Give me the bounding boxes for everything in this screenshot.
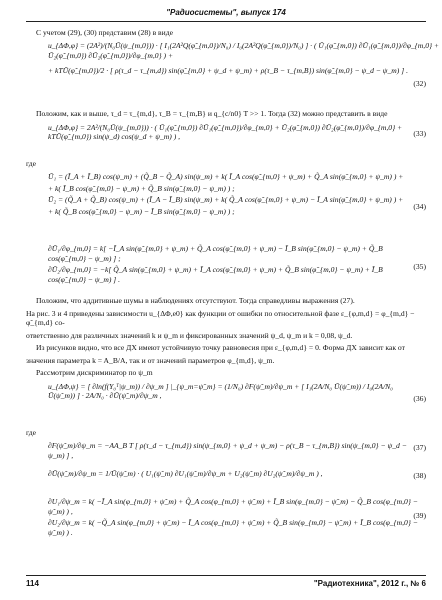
paragraph-figures-cont: ответственно для различных значений k и ψ_m и фиксированных значений ψ_d, ψ_m и k = 0,08, ψ_d.: [26, 330, 353, 340]
equation-32-line-2: + kTŪ(φ̃_{m,0})/2 · [ ρ(τ_d − τ_{m,d}) sin(φ̃_{m,0} + ψ_d + ψ_m) + ρ(τ_B − τ_{m,B}) sin(φ̃_{m,0} − ψ_d − ψ_m) ] .: [48, 66, 408, 76]
equation-39-line-2: ∂U₂/∂ψ_m = k( −Q̃_A sin(φ_{m,0} + ψ̃_m) − Ĩ_A cos(φ_{m,0} + ψ̃_m) + Q̃_B sin(φ_{m,0} − ψ̃_m) + Ĩ_B cos(φ_{m,0} − ψ̃_m) ) .: [48, 518, 418, 537]
equation-34-line-3: Ū₂ = (Q̃_A + Q̃_B) cos(ψ_m) + (Ĩ_A − Ĩ_B) sin(ψ_m) + k( Q̃_A cos(φ̃_{m,0} + ψ_m) − Ĩ_A sin(φ̃_{m,0} + ψ_m) ) +: [48, 195, 404, 205]
where-label-1: где: [26, 158, 36, 168]
footer-rule: [26, 575, 426, 576]
equation-39: [48, 497, 426, 541]
journal-issue: "Радиотехника", 2012 г., № 6: [313, 579, 426, 588]
equation-38-line: ∂Ū(ψ̃_m)/∂ψ_m = 1/Ū(ψ̃_m) · ( U₁(ψ̃_m) ∂U₁(ψ̃_m)/∂ψ_m + U₂(ψ̃_m) ∂U₂(ψ̃_m)/∂ψ_m ) ,: [48, 469, 323, 479]
equation-33: [48, 123, 426, 153]
equation-37-number: (37): [413, 443, 426, 453]
equation-32-number: (32): [413, 79, 426, 89]
equation-37-line: ∂F(ψ̃_m)/∂ψ_m = −AA_B T [ ρ(τ_d − τ_{m,d}) sin(ψ_{m,0} + ψ_d + ψ_m) − ρ(τ_B − τ_{m,B}) sin(ψ_{m,0} − ψ_d − ψ_m) ] ,: [48, 441, 407, 460]
equation-34-line-2: + k( Ĩ_B cos(φ̃_{m,0} − ψ_m) + Q̃_B sin(φ̃_{m,0} − ψ_m) ) ;: [48, 183, 235, 193]
equation-35-line-1: ∂Ū₁/∂φ_{m,0} = k[ −Ĩ_A sin(φ̃_{m,0} + ψ_m) + Q̃_A cos(φ̃_{m,0} + ψ_m) − Ĩ_B sin(φ̃_{m,0} − ψ_m) + Q̃_B cos(φ̃_{m,0} − ψ_m) ] ;: [48, 244, 383, 263]
equation-33-line: u_{ΔΦ,φ} = 2A²/(N₀Ū(ψ_{m,0})) · ( Ū₁(φ̃_{m,0}) ∂Ū₁(φ̃_{m,0})/∂φ_{m,0} + Ū₂(φ̃_{m,0}) ∂Ū₂(φ̃_{m,0})/∂φ_{m,0} + kTŪ(φ̃_{m,0}) sin(ψ_d) cos(ψ_d + ψ_m) ) ,: [48, 122, 403, 142]
paragraph-assumption: Положим, как и выше, τ_d = τ_{m,d}, τ_B = τ_{m,B} и q_{c/n0} T >> 1. Тогда (32) можно представить в виде: [36, 109, 388, 119]
page-footer: [26, 579, 426, 589]
header-rule: [26, 21, 426, 22]
equation-36: [48, 382, 426, 422]
page-number: 114: [26, 579, 39, 588]
paragraph-figures: На рис. 3 и 4 приведены зависимости u_{ΔΦ,e0} как функции от ошибки по относительной фазе ε_{φ,m,d} = φ_{m,d} − φ̃_{m,d} со-: [26, 308, 415, 328]
equation-36-line: u_{ΔΦ,ψ} = [ ∂ln(f(Y₀ᵀ|ψ_m)) / ∂ψ_m ] |_{ψ_m=ψ̃_m} = (1/N₀) ∂F(ψ̃_m)/∂ψ_m + [ I₁(2A/N₀ Ū(ψ̃_m)) / I₀(2A/N₀ Ū(ψ̃_m)) ] · 2A/N₀ · ∂Ū(ψ̃_m)/∂ψ_m ,: [48, 381, 393, 401]
equation-39-line-1: ∂U₁/∂ψ_m = k( −Ĩ_A sin(φ_{m,0} + ψ̃_m) + Q̃_A cos(φ_{m,0} + ψ̃_m) + Ĩ_B sin(φ_{m,0} − ψ̃_m) − Q̃_B cos(φ_{m,0} − ψ̃_m) ) ,: [48, 497, 418, 516]
equation-35-line-2: ∂Ū₂/∂φ_{m,0} = −k[ Q̃_A sin(φ̃_{m,0} + ψ_m) + Ĩ_A cos(φ̃_{m,0} + ψ_m) + Q̃_B sin(φ̃_{m,0} − ψ_m) + Ĩ_B cos(φ̃_{m,0} − ψ_m) ] .: [48, 265, 383, 284]
equation-34-line-4: + k( Q̃_B cos(φ̃_{m,0} − ψ_m) − Ĩ_B sin(φ̃_{m,0} − ψ_m) ) ;: [48, 206, 235, 216]
equation-32-line-1: u_{ΔΦ,φ} = (2A²)/(N₀Ū(ψ_{m,0})) · [ I₁(2A²Q(φ̃_{m,0})/N₀) / I₀(2A²Q(φ̃_{m,0})/N₀) ] · ( Ū₁(φ̃_{m,0}) ∂Ū₁(φ̃_{m,0})/∂φ_{m,0} + Ū₂(φ̃_{m,0}) ∂Ū₂(φ̃_{m,0})/∂φ_{m,0} ) +: [48, 41, 440, 60]
equation-38: [48, 469, 426, 491]
paragraph-equilibrium-cont: значения параметра k = A_B/A, так и от значений параметров φ_{m,d}, ψ_m.: [26, 355, 275, 365]
equation-36-number: (36): [413, 393, 426, 403]
paragraph-intro: С учетом (29), (30) представим (28) в виде: [36, 28, 173, 37]
paragraph-equilibrium: Из рисунков видно, что все ДХ имеют устойчивую точку равновесия при ε_{φ,m,d} = 0. Форма ДХ зависит как от: [36, 343, 405, 353]
running-head: "Радиосистемы", выпуск 174: [166, 8, 286, 17]
paragraph-no-noise: Положим, что аддитивные шумы в наблюдениях отсутствуют. Тогда справедливы выражения (27).: [36, 296, 355, 306]
equation-34: [48, 172, 426, 238]
equation-35-number: (35): [413, 262, 426, 272]
equation-38-number: (38): [413, 471, 426, 481]
equation-39-number: (39): [413, 511, 426, 521]
equation-34-line-1: Ū₁ = (Ĩ_A + Ĩ_B) cos(ψ_m) + (Q̃_B − Q̃_A) sin(ψ_m) + k( Ĩ_A cos(φ̃_{m,0} + ψ_m) + Q̃_A sin(φ̃_{m,0} + ψ_m) ) +: [48, 172, 404, 182]
equation-37: [48, 441, 426, 463]
where-label-2: где: [26, 427, 36, 437]
equation-35: [48, 244, 426, 290]
paragraph-discriminator: Рассмотрим дискриминатор по ψ_m: [36, 368, 153, 378]
equation-33-number: (33): [413, 128, 426, 138]
equation-32: [48, 41, 440, 103]
equation-34-number: (34): [413, 202, 426, 212]
